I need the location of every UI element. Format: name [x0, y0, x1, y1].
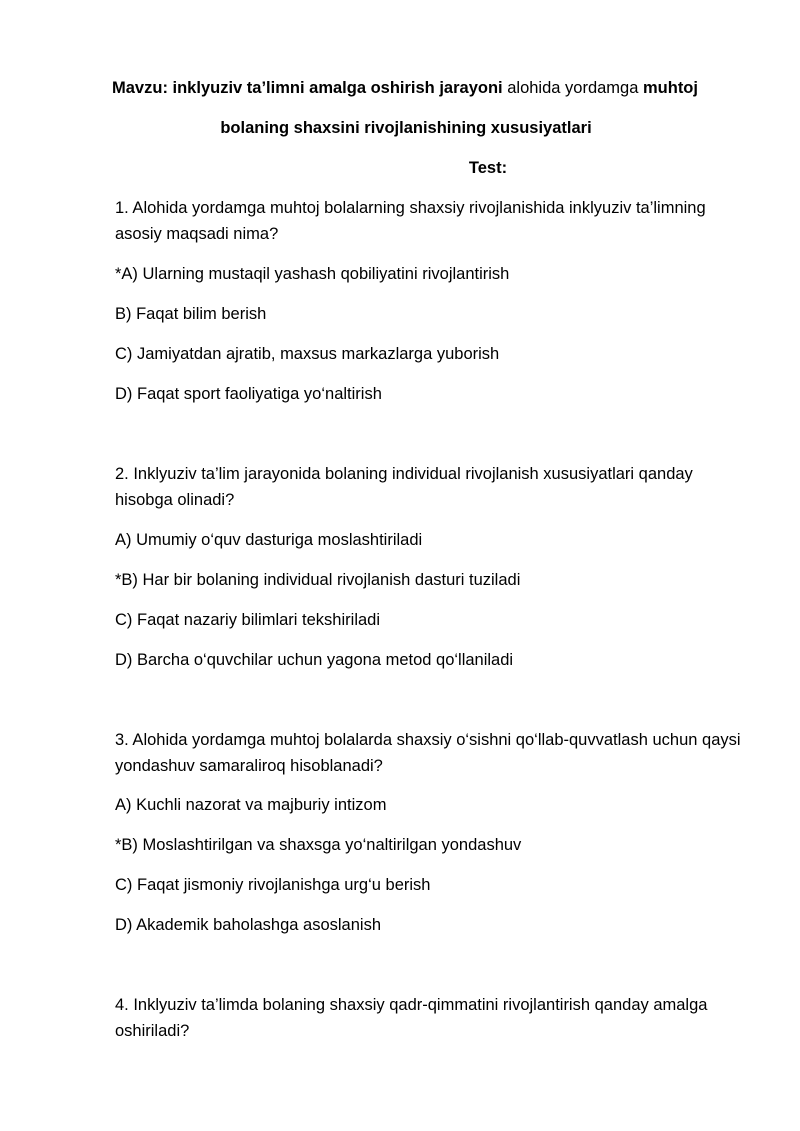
- question-1-option-c: C) Jamiyatdan ajratib, maxsus markazlarga yuborish: [115, 345, 500, 363]
- title-bold-part-1: Mavzu: inklyuziv ta’limni amalga oshirish jarayoni: [112, 79, 503, 97]
- question-3-option-b: *B) Moslashtirilgan va shaxsga yo‘naltirilgan yondashuv: [115, 836, 522, 854]
- test-heading: [0, 156, 800, 180]
- question-4-text: 4. Inklyuziv ta’limda bolaning shaxsiy qadr-qimmatini rivojlantirish qanday amalga oshiriladi?: [115, 996, 708, 1040]
- question-1-option-d: D) Faqat sport faoliyatiga yo‘naltirish: [115, 385, 382, 403]
- question-1-option-b: B) Faqat bilim berish: [115, 305, 267, 323]
- title-normal-part: alohida yordamga: [502, 79, 643, 97]
- title-line-1: [0, 76, 800, 100]
- question-2-option-b: *B) Har bir bolaning individual rivojlanish dasturi tuziladi: [115, 571, 521, 589]
- question-3-text: 3. Alohida yordamga muhtoj bolalarda shaxsiy o‘sishni qo‘llab-quvvatlash uchun qaysi yondashuv samaraliroq hisoblanadi?: [115, 731, 741, 775]
- question-1-text: 1. Alohida yordamga muhtoj bolalarning shaxsiy rivojlanishida inklyuziv ta’limning asosiy maqsadi nima?: [115, 199, 706, 243]
- question-2-option-d: D) Barcha o‘quvchilar uchun yagona metod qo‘llaniladi: [115, 651, 514, 669]
- title-line-2: [0, 116, 800, 140]
- question-3-option-d: D) Akademik baholashga asoslanish: [115, 916, 381, 934]
- question-1-option-a: *A) Ularning mustaqil yashash qobiliyatini rivojlantirish: [115, 265, 510, 283]
- question-3-option-c: C) Faqat jismoniy rivojlanishga urg‘u berish: [115, 876, 431, 894]
- question-3-option-a: A) Kuchli nazorat va majburiy intizom: [115, 796, 387, 814]
- title-bold-part-2: muhtoj: [642, 79, 698, 97]
- question-2-text: 2. Inklyuziv ta’lim jarayonida bolaning individual rivojlanish xususiyatlari qanday hisobga olinadi?: [115, 465, 693, 509]
- test-heading-text: Test:: [468, 159, 508, 177]
- question-2-option-c: C) Faqat nazariy bilimlari tekshiriladi: [115, 611, 380, 629]
- question-2-option-a: A) Umumiy o‘quv dasturiga moslashtiriladi: [115, 531, 423, 549]
- title-line-2-text: bolaning shaxsini rivojlanishining xususiyatlari: [220, 119, 592, 137]
